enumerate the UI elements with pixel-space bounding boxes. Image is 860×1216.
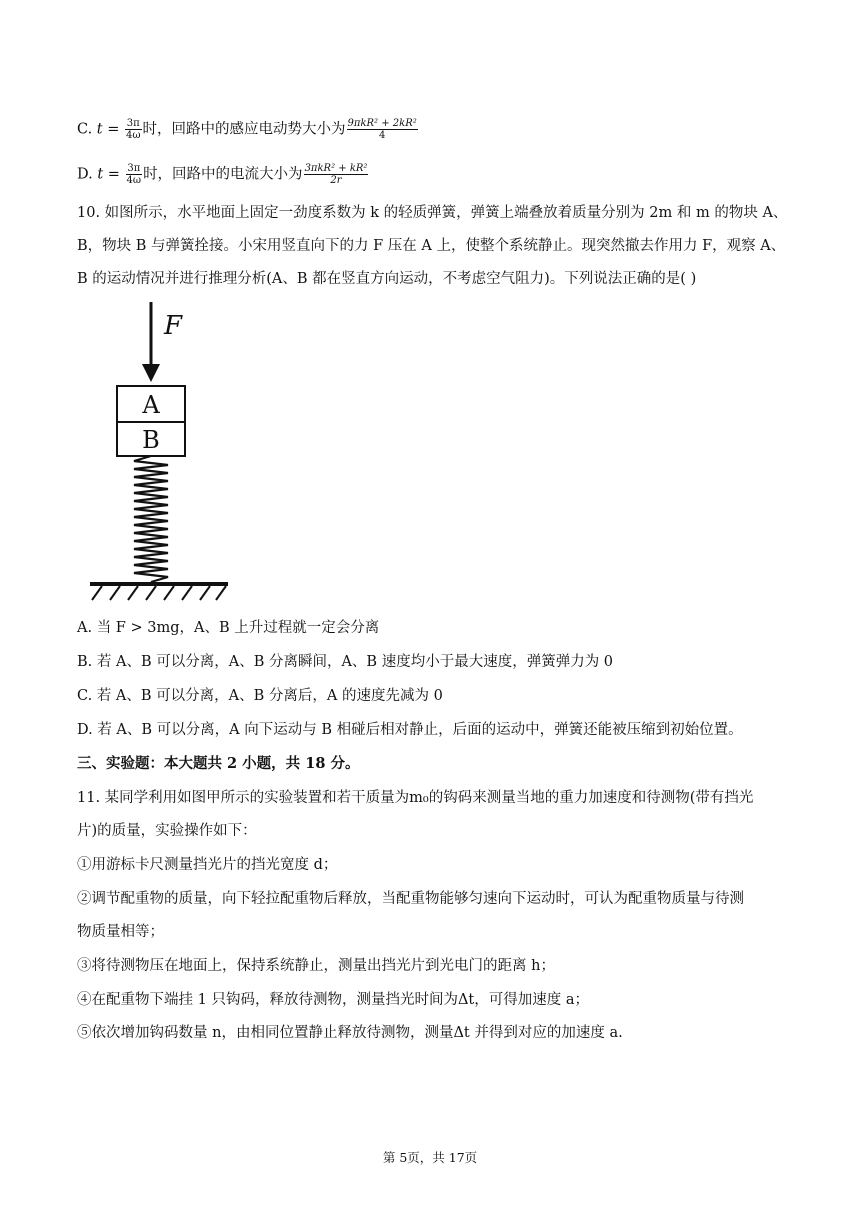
spring bbox=[134, 456, 168, 582]
q10-stem-line-3: B 的运动情况并进行推理分析(A、B 都在竖直方向运动，不考虑空气阻力)。下列说法正确的是( ) bbox=[77, 271, 697, 287]
q10-option-b: B. 若 A、B 可以分离，A、B 分离瞬间，A、B 速度均小于最大速度，弹簧弹力为 0 bbox=[77, 654, 614, 670]
q11-stem-line-1: 11. 某同学利用如图甲所示的实验装置和若干质量为m₀的钩码来测量当地的重力加速度和待测物(带有挡光 bbox=[77, 790, 754, 806]
q11-step-3: ③将待测物压在地面上，保持系统静止，测量出挡光片到光电门的距离 h； bbox=[77, 958, 555, 974]
q10-option-d: D. 若 A、B 可以分离，A 向下运动与 B 相碰后相对静止，后面的运动中，弹簧还能被压缩到初始位置。 bbox=[77, 722, 743, 738]
section-heading: 三、实验题：本大题共 2 小题，共 18 分。 bbox=[77, 755, 360, 772]
ground-hatching bbox=[92, 586, 226, 600]
force-arrow-head bbox=[142, 364, 160, 382]
q10-stem-line-2: B，物块 B 与弹簧拴接。小宋用竖直向下的力 F 压在 A 上，使整个系统静止。现突然撤去作用力 F，观察 A、 bbox=[77, 238, 786, 254]
q9-option-d: D. t = $\frac{3\pi}{4\omega}$ 时，回路中的电流大小为 $\frac{\text{3πkR² + kR²}}{2r}$ bbox=[77, 163, 368, 186]
block-a-label: A bbox=[142, 391, 160, 419]
q11-step-2: ②调节配重物的质量，向下轻拉配重物后释放，当配重物能够匀速向下运动时，可认为配重物质量与待测 bbox=[77, 891, 744, 907]
page-number: 第 5页，共 17页 bbox=[382, 1150, 478, 1165]
q9-option-c: C. t = $\frac{3\pi}{4\omega}$ 时，回路中的感应电动势大小为 $\frac{\text{9πkR² + 2kR²}}{4}$ bbox=[77, 118, 417, 141]
spring-blocks-figure bbox=[80, 298, 240, 608]
q10-option-c: C. 若 A、B 可以分离，A、B 分离后，A 的速度先减为 0 bbox=[77, 688, 443, 704]
fraction: $\frac{\text{9πkR² + 2kR²}}{4}$ bbox=[347, 118, 417, 141]
fraction: $\frac{\text{3πkR² + kR²}}{2r}$ bbox=[304, 163, 368, 186]
q11-step-2-cont: 物质量相等； bbox=[77, 924, 164, 940]
fraction: $\frac{3\pi}{4\omega}$ bbox=[126, 118, 141, 141]
q10-option-a: A. 当 F > 3mg，A、B 上升过程就一定会分离 bbox=[77, 620, 380, 636]
q11-stem-line-2: 片)的质量，实验操作如下： bbox=[77, 823, 257, 839]
q11-step-1: ①用游标卡尺测量挡光片的挡光宽度 d； bbox=[77, 857, 338, 873]
q11-step-5: ⑤依次增加钩码数量 n，由相同位置静止释放待测物，测量Δt 并得到对应的加速度 a. bbox=[77, 1025, 623, 1041]
fraction: $\frac{3\pi}{4\omega}$ bbox=[126, 163, 142, 186]
q11-step-4: ④在配重物下端挂 1 只钩码，释放待测物，测量挡光时间为Δt，可得加速度 a； bbox=[77, 992, 589, 1008]
block-b-label: B bbox=[142, 426, 160, 454]
force-label: F bbox=[164, 311, 183, 341]
q10-stem-line-1: 10. 如图所示，水平地面上固定一劲度系数为 k 的轻质弹簧，弹簧上端叠放着质量分别为 2m 和 m 的物块 A、 bbox=[77, 205, 788, 221]
